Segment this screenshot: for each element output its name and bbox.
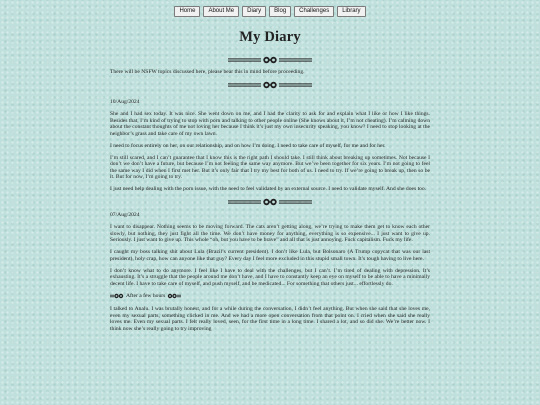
nav-library-link[interactable]: Library <box>337 6 365 17</box>
nav-challenges-link[interactable]: Challenges <box>294 6 334 17</box>
ornament-divider-icon <box>228 81 312 89</box>
ornament-divider <box>0 81 540 89</box>
entry-paragraph: I don’t know what to do anymore. I feel like I have to deal with the challenges, but I can’t. I’m tired of dealing with depression. It’s exhausting. It’s a struggle that the people around me don’t have, and I have to constantly keep an eye on myself to be able to have a minimally decent life. I have to take care of myself, and push myself, and be medicated... For something that others just... effortlessly do. <box>110 267 430 287</box>
entry-paragraph: I need to focus entirely on her, on our relationship, and on how I’m doing. I need to take care of myself, for me and for her. <box>110 142 386 149</box>
entry-date: 10/Aug/2024 <box>110 99 140 105</box>
entry-paragraph: I’m still scared, and I can’t guarantee that I know this is the right path I should take. I still think about breaking up sometimes. Not because I don’t we don’t have a future, but because I’m not feeling the same way anymore. But we’ve been together for six years. I’m not going to feel the same way I did when I first met her. But it’s only fair that I try my best for both of us. I need to try. If we’re going to break up, then so be it. But for now, I’m going to try. <box>110 154 430 180</box>
ornament-divider <box>0 56 540 64</box>
nav-blog-link[interactable]: Blog <box>269 6 291 17</box>
ornament-divider <box>0 198 540 206</box>
entry-paragraph: I caught my boss talking shit about Lula (Brazil’s current president). I don’t like Lula, but Bolsonaro (A Trump copycat that was our last president), holy crap, how can anyone like that guy? Every day I feel more excluded in this stupid small town. It’s tough having to live here. <box>110 249 430 262</box>
ornament-icon <box>110 293 124 299</box>
nsfw-warning: There will be NSFW topics discussed here, please bear this in mind before proceeding. <box>110 69 305 75</box>
nav-diary-link[interactable]: Diary <box>242 6 266 17</box>
ornament-icon <box>167 293 181 299</box>
ornament-divider-icon <box>228 56 312 64</box>
page-title: My Diary <box>239 29 301 45</box>
entry-paragraph: I just need help dealing with the porn issue, with the need to feel validated by an external source. I need to validate myself. And she does too. <box>110 186 427 192</box>
top-navigation <box>0 0 540 17</box>
ornament-divider-icon <box>228 198 312 206</box>
diary-entry <box>110 212 430 332</box>
entry-subheading-text: After a few hours <box>126 292 166 299</box>
diary-content <box>110 69 430 76</box>
diary-entry <box>110 99 430 193</box>
entry-paragraph: I want to disappear. Nothing seems to be moving forward. The cats aren’t getting along, we’re trying to make them get to know each other slowly, but nothing, they just fight all the time. We don’t have money for anything, everything is so expensive... I just want to give up. Seriously. I just want to give up. This whole “oh, but you have to be brave” and all that is just annoying. Fuck capitalism. Fuck my life. <box>110 224 430 243</box>
entry-subheading <box>110 293 430 300</box>
entry-paragraph: I talked to Analu. I was brutally honest, and for a while during the conversation, I didn’t feel anything. But when she said that she loves me, even my sexual parts, something clicked in me. And we had a more open conversation from that point on. I cried when she said she really loves me. Even my sexual parts. I felt really loved, seen, for the first time in a long time. I shared a lot, and so did she. We’re better now. I think now she’s really going to try improving <box>110 306 430 332</box>
nav-home-link[interactable]: Home <box>174 6 200 17</box>
entry-paragraph: She and I had sex today. It was nice. She went down on me, and I had the clarity to ask for and explain what I like or how I like things. Besides that, I’m kind of trying to stop with porn and talking to other people online (She knows about it, I’m not cheating). I’m calming down about the constant thoughts of me not loving her because I think it’s just my own insecurity speaking, you know? I need to stop looking at the neighbor’s grass and take care of my own lawn. <box>110 111 430 137</box>
nav-about-me-link[interactable]: About Me <box>203 6 239 17</box>
entry-date: 07/Aug/2024 <box>110 212 140 218</box>
